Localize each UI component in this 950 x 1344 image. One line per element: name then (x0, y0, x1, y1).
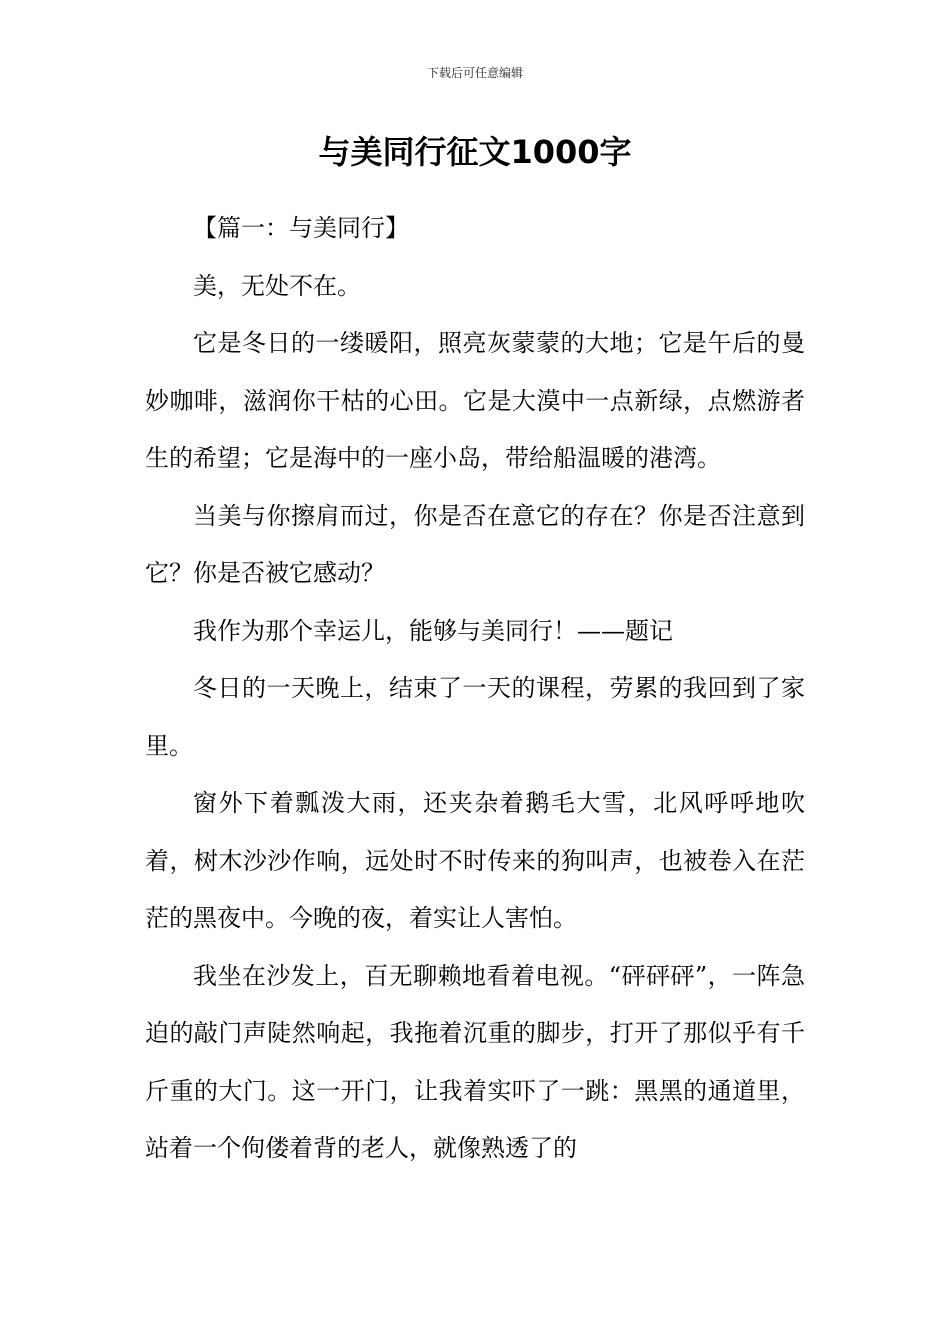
header-note: 下载后可任意编辑 (426, 66, 523, 80)
paragraph: 美，无处不在。 (193, 271, 361, 300)
paragraph: 它是冬日的一缕暖阳，照亮灰蒙蒙的大地；它是午后的曼妙咖啡，滋润你干枯的心田。它是大漠中一点新绿，点燃游者生的希望；它是海中的一座小岛，带给船温暖的港湾。 (145, 329, 805, 472)
paragraph: 我作为那个幸运儿，能够与美同行！——题记 (193, 616, 673, 645)
document-body (145, 200, 805, 1178)
paragraph-section-heading: 【篇一：与美同行】 (193, 214, 409, 242)
paragraph: 冬日的一天晚上，结束了一天的课程，劳累的我回到了家里。 (145, 674, 805, 760)
paragraph: 我坐在沙发上，百无聊赖地看着电视。“砰砰砰”，一阵急迫的敲门声陡然响起，我拖着沉重的脚步，打开了那似乎有千斤重的大门。这一开门，让我着实吓了一跳：黑黑的通道里，站着一个佝偻着背的老人，就像熟透了的 (145, 961, 805, 1162)
paragraph: 窗外下着瓢泼大雨，还夹杂着鹅毛大雪，北风呼呼地吹着，树木沙沙作响，远处时不时传来的狗叫声，也被卷入在茫茫的黑夜中。今晚的夜，着实让人害怕。 (145, 789, 805, 932)
document-title: 与美同行征文1000字 (318, 133, 632, 171)
paragraph: 当美与你擦肩而过，你是否在意它的存在？你是否注意到它？你是否被它感动？ (145, 501, 805, 587)
